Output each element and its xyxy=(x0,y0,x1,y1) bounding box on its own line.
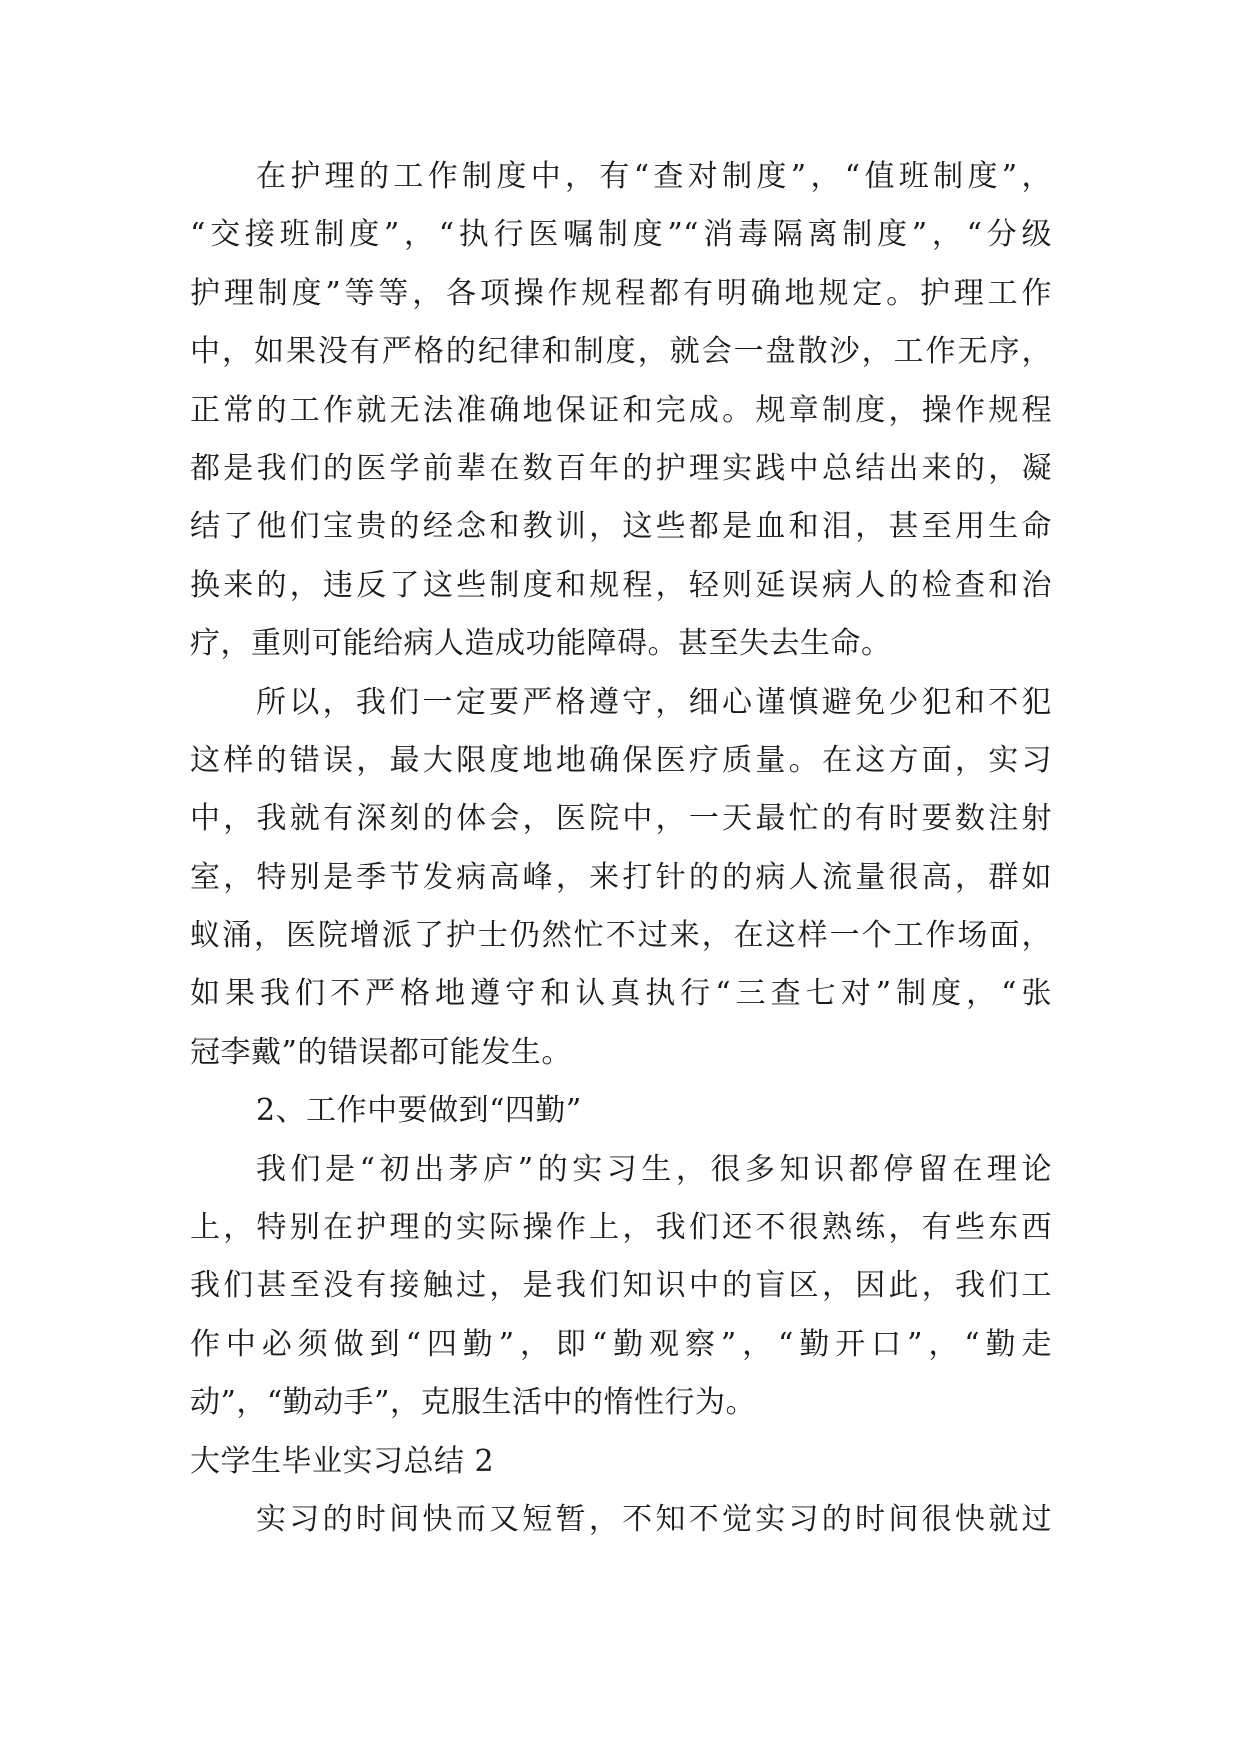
text-line: 在护理的工作制度中，有“查对制度”，“值班制度”， xyxy=(256,159,1052,194)
text-line: “交接班制度”，“执行医嘱制度”“消毒隔离制度”，“分级 xyxy=(190,217,1052,253)
text-line: 所以，我们一定要严格遵守，细心谨慎避免少犯和不犯 xyxy=(256,684,1052,720)
text-line: 换来的，违反了这些制度和规程，轻则延误病人的检查和治 xyxy=(190,567,1052,603)
text-line: 如果我们不严格地遵守和认真执行“三查七对”制度，“张 xyxy=(190,976,1052,1012)
text-line: 上，特别在护理的实际操作上，我们还不很熟练，有些东西 xyxy=(190,1210,1052,1246)
document-body xyxy=(190,148,1052,1549)
section-heading: 2、工作中要做到“四勤” xyxy=(256,1093,582,1129)
text-line: 结了他们宝贵的经念和教训，这些都是血和泪，甚至用生命 xyxy=(190,509,1052,545)
text-line: 蚁涌，医院增派了护士仍然忙不过来，在这样一个工作场面， xyxy=(190,918,1052,954)
text-line: 我们是“初出茅庐”的实习生，很多知识都停留在理论 xyxy=(256,1151,1052,1187)
text-line: 动”，“勤动手”，克服生活中的惰性行为。 xyxy=(190,1385,757,1421)
text-line: 疗，重则可能给病人造成功能障碍。甚至失去生命。 xyxy=(190,626,892,662)
text-line: 我们甚至没有接触过，是我们知识中的盲区，因此，我们工 xyxy=(190,1268,1052,1304)
text-line: 正常的工作就无法准确地保证和完成。规章制度，操作规程 xyxy=(190,392,1052,428)
text-line: 中，我就有深刻的体会，医院中，一天最忙的有时要数注射 xyxy=(190,801,1052,837)
text-line: 实习的时间快而又短暂，不知不觉实习的时间很快就过 xyxy=(256,1501,1052,1537)
text-line: 中，如果没有严格的纪律和制度，就会一盘散沙，工作无序， xyxy=(190,334,1052,370)
text-line: 作中必须做到“四勤”，即“勤观察”，“勤开口”，“勤走 xyxy=(190,1326,1052,1362)
text-line: 都是我们的医学前辈在数百年的护理实践中总结出来的，凝 xyxy=(190,450,1052,486)
text-line: 室，特别是季节发病高峰，来打针的的病人流量很高，群如 xyxy=(190,859,1052,895)
text-line: 冠李戴”的错误都可能发生。 xyxy=(190,1034,572,1070)
article-title: 大学生毕业实习总结 2 xyxy=(190,1443,495,1479)
text-line: 护理制度”等等，各项操作规程都有明确地规定。护理工作 xyxy=(190,275,1052,311)
text-line: 这样的错误，最大限度地地确保医疗质量。在这方面，实习 xyxy=(190,742,1052,778)
